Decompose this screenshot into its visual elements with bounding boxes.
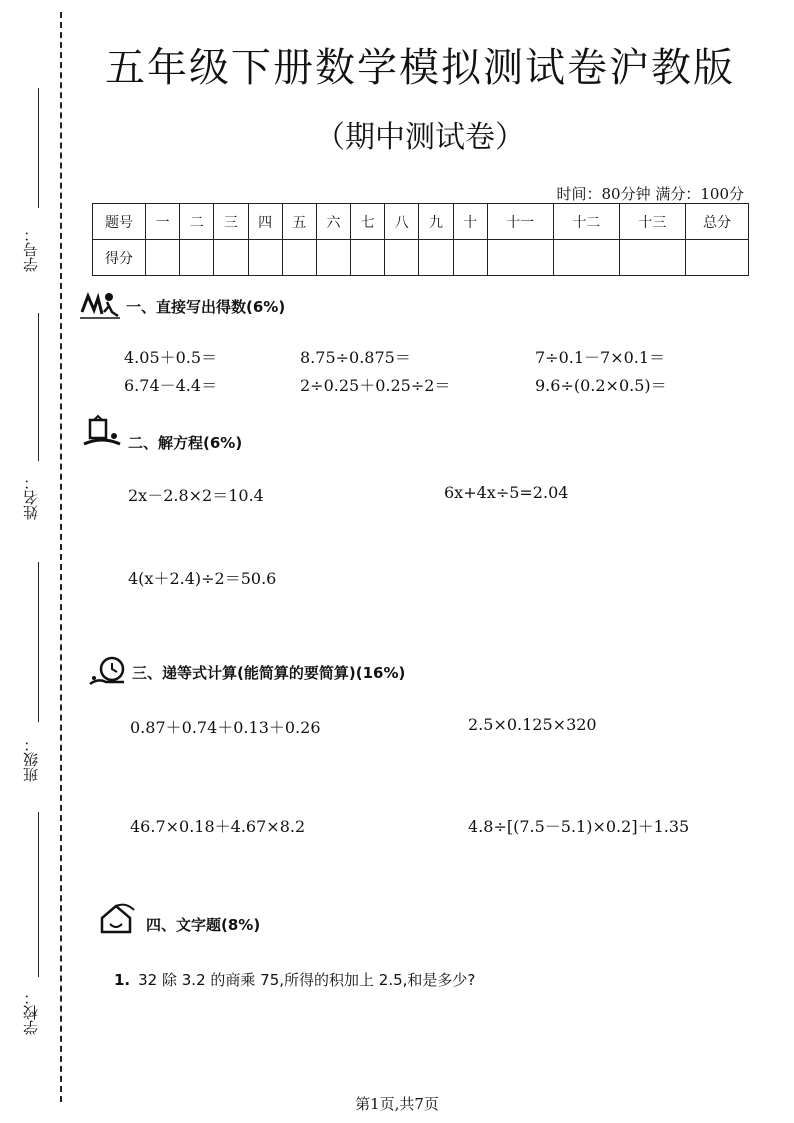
question-number: 1.	[114, 971, 131, 989]
equation-item: 2x－2.8×2＝10.4	[128, 486, 264, 505]
house-icon	[96, 902, 140, 938]
score-header-cell: 十三	[619, 204, 685, 240]
compute-item: 4.8÷[(7.5－5.1)×0.2]＋1.35	[468, 817, 690, 836]
name-label: 姓名：	[22, 475, 40, 520]
compute-item: 0.87＋0.74＋0.13＋0.26	[130, 718, 321, 737]
class-label: 班级：	[22, 737, 40, 782]
score-table-score-row	[93, 240, 749, 276]
section-2-title: 二、解方程(6%)	[128, 434, 243, 452]
class-line	[38, 562, 39, 722]
binding-dashed-line	[60, 12, 62, 1102]
page-footer: 第1页,共7页	[355, 1095, 439, 1113]
score-cell[interactable]	[282, 240, 316, 276]
score-cell[interactable]	[487, 240, 553, 276]
score-header-cell: 七	[351, 204, 385, 240]
page-title: 五年级下册数学模拟测试卷沪教版	[105, 45, 735, 91]
word-problem-1	[114, 969, 475, 990]
score-cell[interactable]	[248, 240, 282, 276]
score-cell[interactable]	[686, 240, 749, 276]
calc-item: 2÷0.25＋0.25÷2＝	[300, 376, 451, 395]
runner-icon	[78, 288, 122, 324]
score-header-cell: 九	[419, 204, 453, 240]
score-cell[interactable]	[146, 240, 180, 276]
score-header-cell: 十	[453, 204, 487, 240]
calc-item: 8.75÷0.875＝	[300, 348, 411, 367]
calc-item: 7÷0.1－7×0.1＝	[535, 348, 666, 367]
score-cell[interactable]	[419, 240, 453, 276]
score-header-cell: 十一	[487, 204, 553, 240]
score-header-cell: 二	[180, 204, 214, 240]
score-header-cell: 六	[316, 204, 350, 240]
equation-item: 6x+4x÷5=2.04	[444, 483, 569, 502]
page-subtitle: （期中测试卷）	[315, 120, 525, 155]
student-id-label: 学号：	[22, 227, 40, 272]
name-line	[38, 313, 39, 461]
student-id-line	[38, 88, 39, 208]
time-info: 时间：80分钟 满分：100分	[556, 185, 744, 203]
score-header-cell: 五	[282, 204, 316, 240]
question-text: 32 除 3.2 的商乘 75,所得的积加上 2.5,和是多少?	[138, 971, 476, 989]
score-header-cell: 八	[385, 204, 419, 240]
score-header-cell: 十二	[553, 204, 619, 240]
score-header-cell: 三	[214, 204, 248, 240]
compute-item: 46.7×0.18＋4.67×8.2	[130, 817, 306, 836]
score-cell[interactable]	[214, 240, 248, 276]
calc-item: 9.6÷(0.2×0.5)＝	[535, 376, 667, 395]
score-cell[interactable]	[180, 240, 214, 276]
score-header-cell: 四	[248, 204, 282, 240]
score-header-cell: 题号	[93, 204, 146, 240]
score-cell[interactable]	[619, 240, 685, 276]
score-table	[92, 203, 749, 276]
compute-item: 2.5×0.125×320	[468, 715, 597, 734]
school-label: 学校：	[22, 990, 40, 1035]
school-line	[38, 812, 39, 977]
score-header-cell: 一	[146, 204, 180, 240]
score-header-cell: 总分	[686, 204, 749, 240]
section-4-title: 四、文字题(8%)	[146, 916, 261, 934]
equation-item: 4(x＋2.4)÷2＝50.6	[128, 569, 277, 588]
section-3-title: 三、递等式计算(能简算的要简算)(16%)	[132, 664, 406, 682]
calc-item: 6.74－4.4＝	[124, 376, 218, 395]
score-table-header-row	[93, 204, 749, 240]
desk-lamp-icon	[80, 414, 124, 450]
section-1-title: 一、直接写出得数(6%)	[126, 298, 286, 316]
score-cell[interactable]	[553, 240, 619, 276]
score-cell[interactable]	[351, 240, 385, 276]
clock-snail-icon	[86, 654, 130, 690]
score-cell[interactable]	[385, 240, 419, 276]
score-cell[interactable]	[316, 240, 350, 276]
calc-item: 4.05＋0.5＝	[124, 348, 218, 367]
score-cell[interactable]	[453, 240, 487, 276]
score-row-label: 得分	[93, 240, 146, 276]
